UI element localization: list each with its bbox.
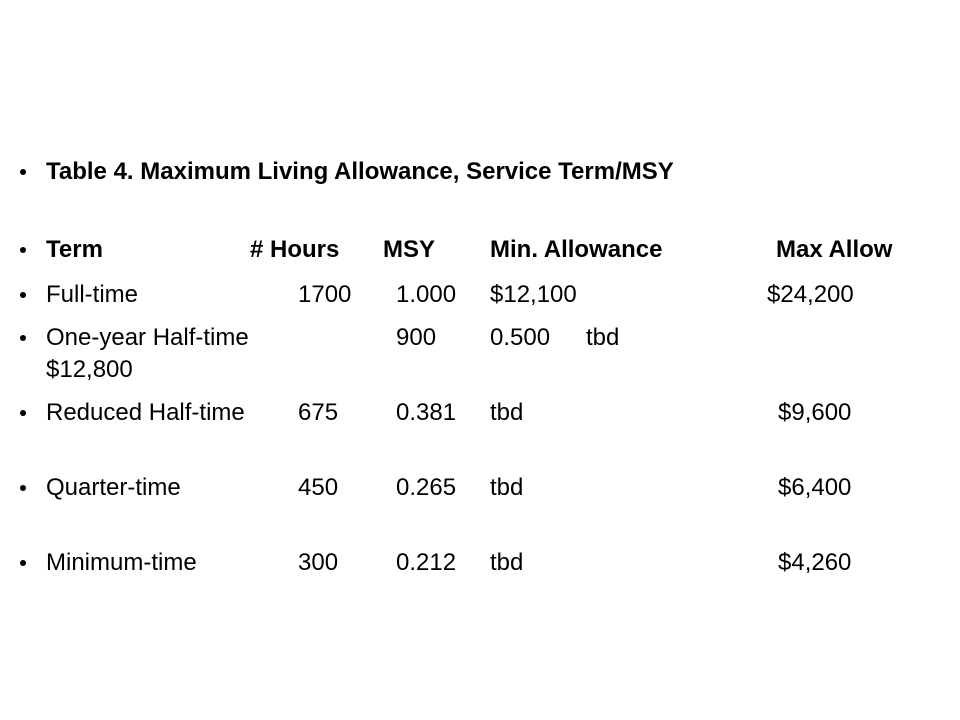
row-min-allowance: tbd <box>490 474 524 501</box>
bullet-icon <box>20 169 26 175</box>
row-term: One-year Half-time <box>46 324 249 351</box>
bullet-icon <box>20 335 26 341</box>
row-msy: 0.381 <box>396 399 457 426</box>
row-min-allowance: $12,100 <box>490 281 577 308</box>
bullet-icon <box>20 410 26 416</box>
row-min-allowance: tbd <box>490 549 524 576</box>
bullet-icon <box>20 247 26 253</box>
row-min-allowance: tbd <box>586 324 620 351</box>
row-msy: 0.212 <box>396 549 457 576</box>
header-msy: MSY <box>383 236 436 263</box>
row-max-allow: $9,600 <box>778 399 852 426</box>
bullet-icon <box>20 292 26 298</box>
row-max-allow: $12,800 <box>46 356 133 383</box>
header-max-allow: Max Allow <box>776 236 893 263</box>
row-msy: 1.000 <box>396 281 457 308</box>
row-max-allow: $4,260 <box>778 549 852 576</box>
header-min-allowance: Min. Allowance <box>490 236 663 263</box>
row-hours: 900 <box>396 324 437 351</box>
table-title: Table 4. Maximum Living Allowance, Service Term/MSY <box>46 158 674 185</box>
header-term: Term <box>46 236 103 263</box>
row-msy: 0.265 <box>396 474 457 501</box>
row-max-allow: $24,200 <box>767 281 854 308</box>
row-min-allowance: tbd <box>490 399 524 426</box>
header-hours: # Hours <box>250 236 340 263</box>
row-hours: 450 <box>298 474 339 501</box>
row-msy: 0.500 <box>490 324 551 351</box>
row-hours: 1700 <box>298 281 352 308</box>
row-term: Reduced Half-time <box>46 399 245 426</box>
bullet-icon <box>20 485 26 491</box>
row-term: Quarter-time <box>46 474 181 501</box>
bullet-icon <box>20 560 26 566</box>
row-term: Full-time <box>46 281 139 308</box>
row-hours: 300 <box>298 549 339 576</box>
row-hours: 675 <box>298 399 339 426</box>
row-term: Minimum-time <box>46 549 197 576</box>
row-max-allow: $6,400 <box>778 474 852 501</box>
